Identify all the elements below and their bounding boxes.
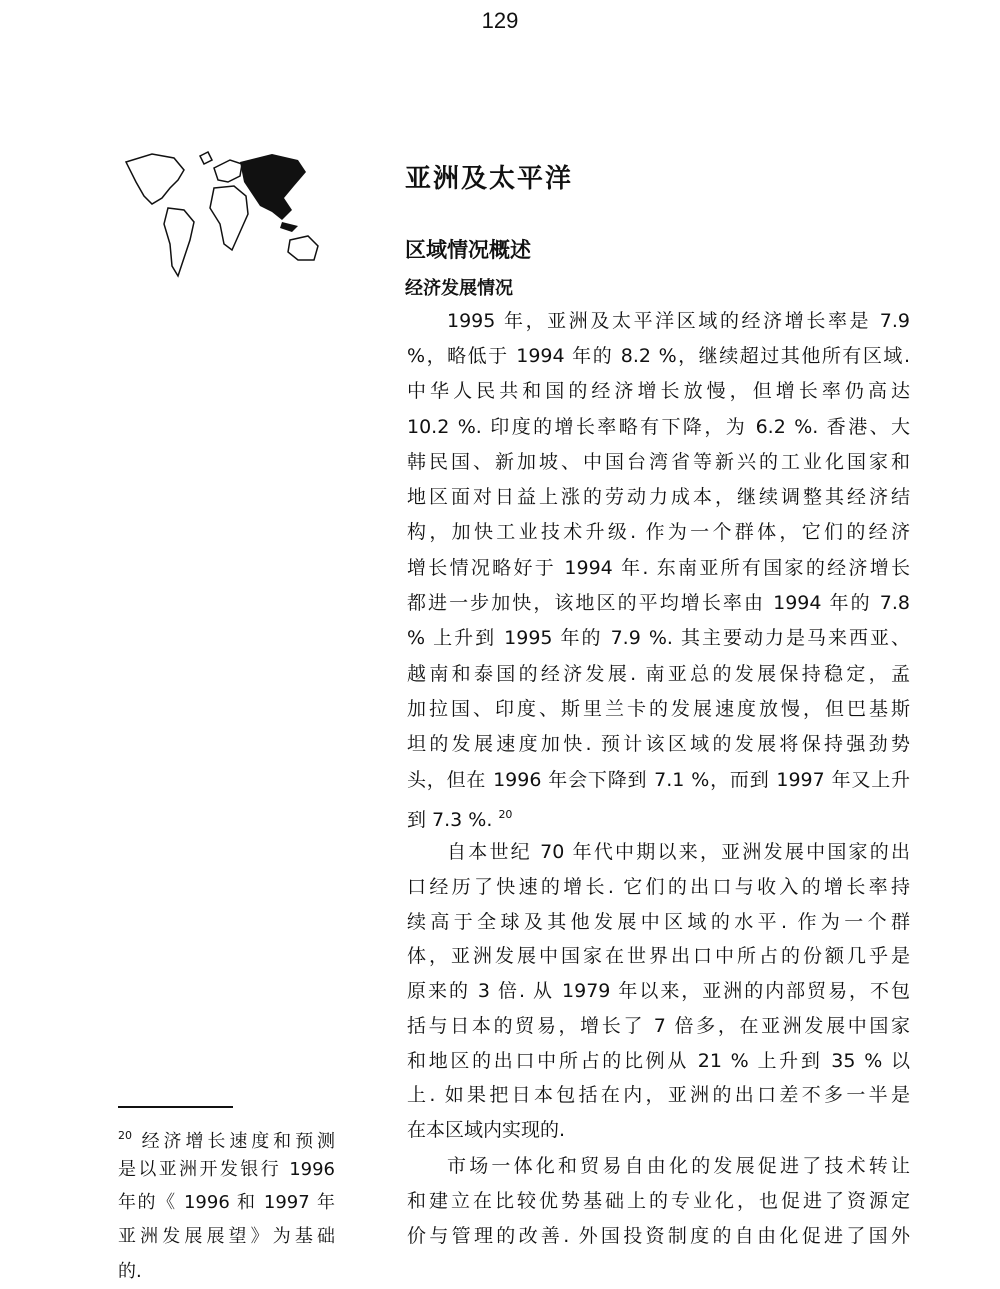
section-heading: 区域情况概述 — [405, 238, 531, 262]
world-map-asia-highlight-icon — [122, 148, 332, 283]
text-line: 和地区的出口中所占的比例从 21 % 上升到 35 % 以 — [407, 1050, 910, 1072]
text-line: 上. 如果把日本包括在内，亚洲的出口差不多一半是 — [407, 1084, 910, 1106]
text-line: 括与日本的贸易，增长了 7 倍多，在亚洲发展中国家 — [407, 1015, 910, 1037]
text-line: 构，加快工业技术升级. 作为一个群体，它们的经济 — [407, 521, 910, 543]
text-line: 加拉国、印度、斯里兰卡的发展速度放慢，但巴基斯 — [407, 698, 910, 720]
footnote-number: 20 — [118, 1129, 132, 1142]
text-line: 越南和泰国的经济发展. 南亚总的发展保持稳定，孟 — [407, 663, 910, 685]
text-line: 中华人民共和国的经济增长放慢，但增长率仍高达 — [407, 380, 910, 402]
text-line: 地区面对日益上涨的劳动力成本，继续调整其经济结 — [407, 486, 910, 508]
text-line: 增长情况略好于 1994 年. 东南亚所有国家的经济增长 — [407, 557, 910, 579]
page-title: 亚洲及太平洋 — [405, 164, 574, 194]
footnote-line — [118, 1124, 335, 1154]
text-line: 续高于全球及其他发展中区域的水平. 作为一个群 — [407, 911, 910, 933]
footnote-line: 亚洲发展展望》为基础 — [118, 1226, 335, 1247]
text-line: % 上升到 1995 年的 7.9 %. 其主要动力是马来西亚、 — [407, 627, 910, 649]
footnote-reference[interactable]: 20 — [498, 808, 513, 821]
text-line: 市场一体化和贸易自由化的发展促进了技术转让 — [447, 1155, 910, 1177]
footnote-line: 是以亚洲开发银行 1996 — [118, 1159, 335, 1180]
text-line: 都进一步加快，该地区的平均增长率由 1994 年的 7.8 — [407, 592, 910, 614]
text-line: 10.2 %. 印度的增长率略有下降，为 6.2 %. 香港、大 — [407, 416, 910, 438]
subsection-heading: 经济发展情况 — [405, 278, 513, 299]
text-line: 口经历了快速的增长. 它们的出口与收入的增长率持 — [407, 876, 910, 898]
footnote-line: 年的《 1996 和 1997 年 — [118, 1192, 335, 1213]
text-line: 和建立在比较优势基础上的专业化，也促进了资源定 — [407, 1190, 910, 1212]
text-line: 1995 年，亚洲及太平洋区域的经济增长率是 7.9 — [447, 310, 910, 332]
text-line: 韩民国、新加坡、中国台湾省等新兴的工业化国家和 — [407, 451, 910, 473]
text-line — [407, 803, 910, 832]
text-line: %，略低于 1994 年的 8.2 %，继续超过其他所有区域. — [407, 345, 910, 367]
text-line: 头，但在 1996 年会下降到 7.1 %，而到 1997 年又上升 — [407, 769, 910, 791]
text-line: 自本世纪 70 年代中期以来，亚洲发展中国家的出 — [447, 841, 910, 863]
text-line: 坦的发展速度加快. 预计该区域的发展将保持强劲势 — [407, 733, 910, 755]
footnote-line: 的. — [118, 1261, 142, 1282]
footnote-text: 经济增长速度和预测 — [141, 1131, 335, 1152]
text-line: 体，亚洲发展中国家在世界出口中所占的份额几乎是 — [407, 945, 910, 967]
text-line: 原来的 3 倍. 从 1979 年以来，亚洲的内部贸易，不包 — [407, 980, 910, 1002]
page-number: 129 — [481, 8, 519, 33]
text-line: 价与管理的改善. 外国投资制度的自由化促进了国外 — [407, 1225, 910, 1247]
footnote-divider — [118, 1106, 233, 1108]
text-line-content: 到 7.3 %. — [407, 809, 499, 831]
text-line: 在本区域内实现的. — [407, 1119, 566, 1141]
